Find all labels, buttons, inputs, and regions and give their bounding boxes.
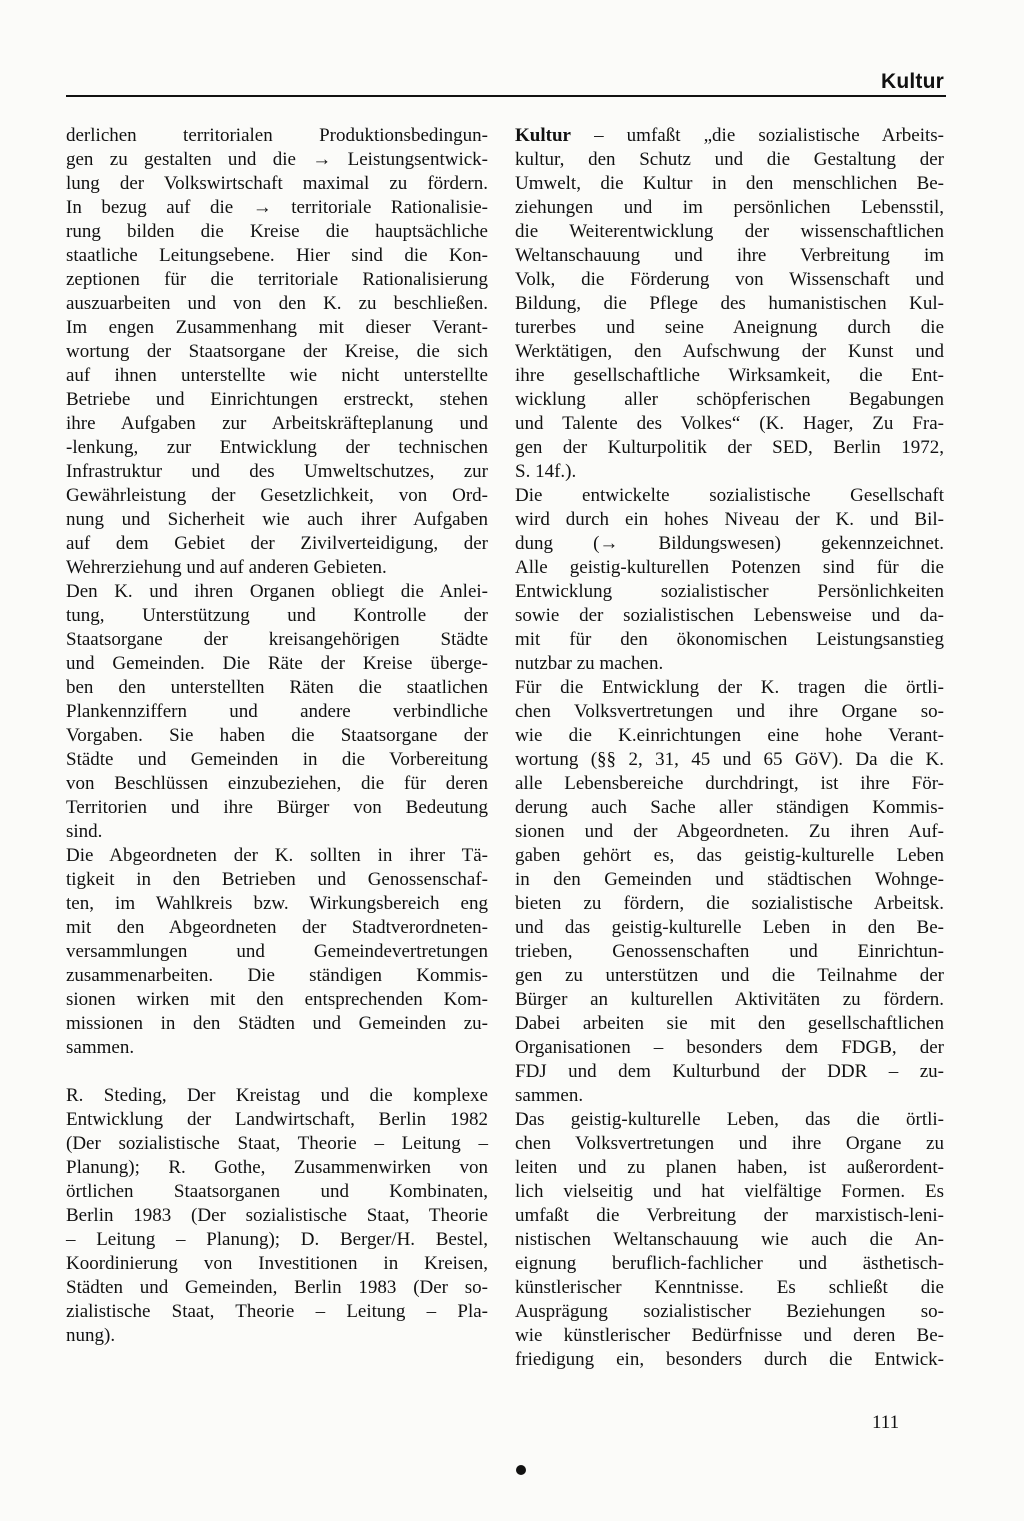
text-line: künstlerischer Kenntnisse. Es schließt die — [515, 1277, 944, 1298]
text-line: rung bilden die Kreise die hauptsächliche — [66, 221, 488, 242]
text-line: ziehungen und im persönlichen Lebensstil, — [515, 197, 944, 218]
text-line: mit für den ökonomischen Leistungsanstieg — [515, 629, 944, 650]
text-line: Entwicklung sozialistischer Persönlichkeiten — [515, 581, 944, 602]
text-line: versammlungen und Gemeindevertretungen — [66, 941, 488, 962]
text-line: die Weiterentwicklung der wissenschaftlichen — [515, 221, 944, 242]
right-body-text — [515, 148, 944, 1372]
left-body-text — [66, 124, 488, 1060]
text-line: sammen. — [66, 1037, 135, 1058]
text-line: Staatsorgane der kreisangehörigen Städte — [66, 629, 488, 650]
text-line: wortung (§§ 2, 31, 45 und 65 GöV). Da die K. — [515, 749, 944, 770]
text-line: lich vielseitig und hat vielfältige Formen. Es — [515, 1181, 944, 1202]
text-line: ten, im Wahlkreis bzw. Wirkungsbereich eng — [66, 893, 488, 914]
paragraph-gap — [66, 1060, 488, 1084]
left-column — [66, 124, 488, 1348]
text-line: zeptionen für die territoriale Rationalisierung — [66, 269, 488, 290]
text-line: Vorgaben. Sie haben die Staatsorgane der — [66, 725, 488, 746]
page-number: 111 — [872, 1412, 900, 1433]
text-line: Für die Entwicklung der K. tragen die örtli- — [515, 677, 944, 698]
text-line: Entwicklung der Landwirtschaft, Berlin 1982 — [66, 1109, 488, 1130]
bullet-mark — [516, 1465, 526, 1475]
text-line: turerbes und seine Aneignung durch die — [515, 317, 944, 338]
text-line: In bezug auf die → territoriale Rationalisie- — [66, 197, 488, 218]
text-line: wortung der Staatsorgane der Kreise, die sich — [66, 341, 488, 362]
text-line: ihre Aufgaben zur Arbeitskräfteplanung und — [66, 413, 488, 434]
text-line: und Gemeinden. Die Räte der Kreise überge- — [66, 653, 488, 674]
text-line: Werktätigen, den Aufschwung der Kunst und — [515, 341, 944, 362]
text-line: Im engen Zusammenhang mit dieser Verant- — [66, 317, 488, 338]
entry-first-line-text: – umfaßt „die sozialistische Arbeits- — [570, 125, 944, 146]
text-line: nutzbar zu machen. — [515, 653, 664, 674]
text-line: wie die K.einrichtungen eine hohe Verant- — [515, 725, 944, 746]
text-line: chen Volksvertretungen und ihre Organe zu — [515, 1133, 944, 1154]
text-line: Dabei arbeiten sie mit den gesellschaftlichen — [515, 1013, 944, 1034]
text-line: kultur, den Schutz und die Gestaltung der — [515, 149, 944, 170]
text-line: Wehrerziehung und auf anderen Gebieten. — [66, 557, 387, 578]
text-line: Territorien und ihre Bürger von Bedeutung — [66, 797, 488, 818]
text-line: gaben gehört es, das geistig-kulturelle Leben — [515, 845, 944, 866]
text-line: Alle geistig-kulturellen Potenzen sind für die — [515, 557, 944, 578]
text-line: bieten zu fördern, die sozialistische Arbeitsk. — [515, 893, 944, 914]
text-line: chen Volksvertretungen und ihre Organe so- — [515, 701, 944, 722]
text-line: und das geistig-kulturelle Leben in den Be- — [515, 917, 944, 938]
text-line: örtlichen Staatsorganen und Kombinaten, — [66, 1181, 488, 1202]
text-line: wie künstlerischer Bedürfnisse und deren Be- — [515, 1325, 944, 1346]
text-line: Umwelt, die Kultur in den menschlichen Be- — [515, 173, 944, 194]
text-line: gen zu unterstützen und die Teilnahme der — [515, 965, 944, 986]
text-line: – Leitung – Planung); D. Berger/H. Bestel, — [66, 1229, 488, 1250]
text-line: ben den unterstellten Räten die staatlichen — [66, 677, 488, 698]
text-line: Volk, die Förderung von Wissenschaft und — [515, 269, 944, 290]
text-line: Betriebe und Einrichtungen erstreckt, stehen — [66, 389, 488, 410]
text-line: sind. — [66, 821, 103, 842]
text-line: Berlin 1983 (Der sozialistische Staat, Theorie — [66, 1205, 488, 1226]
text-line: und Talente des Volkes“ (K. Hager, Zu Fra- — [515, 413, 944, 434]
text-line: auf ihnen unterstellte wie nicht unterstellte — [66, 365, 488, 386]
text-line: nung). — [66, 1325, 116, 1346]
text-line: Gewährleistung der Gesetzlichkeit, von Ord- — [66, 485, 488, 506]
text-line: missionen in den Städten und Gemeinden zu- — [66, 1013, 488, 1034]
text-line: von Beschlüssen einzubeziehen, die für deren — [66, 773, 488, 794]
entry-lemma: Kultur — [515, 125, 571, 146]
text-line: sionen und der Abgeordneten. Zu ihren Auf- — [515, 821, 944, 842]
text-line: Koordinierung von Investitionen in Kreisen, — [66, 1253, 488, 1274]
text-line: Bürger an kulturellen Aktivitäten zu fördern. — [515, 989, 944, 1010]
text-line: Den K. und ihren Organen obliegt die Anlei- — [66, 581, 488, 602]
text-line: trieben, Genossenschaften und Einrichtun- — [515, 941, 944, 962]
text-line: dung (→ Bildungswesen) gekennzeichnet. — [515, 533, 944, 554]
text-line: wird durch ein hohes Niveau der K. und Bil- — [515, 509, 944, 530]
text-line: derung auch Sache aller ständigen Kommis- — [515, 797, 944, 818]
references-block — [66, 1084, 488, 1348]
text-line: FDJ und dem Kulturbund der DDR – zu- — [515, 1061, 944, 1082]
text-line: ihre gesellschaftliche Wirksamkeit, die Ent- — [515, 365, 944, 386]
text-line: nistischen Weltanschauung wie auch die An- — [515, 1229, 944, 1250]
text-line: sionen wirken mit den entsprechenden Kom- — [66, 989, 488, 1010]
text-line: zialistische Staat, Theorie – Leitung – Pla- — [66, 1301, 488, 1322]
text-line: nung und Sicherheit wie auch ihrer Aufgaben — [66, 509, 488, 530]
header-rule — [66, 95, 946, 97]
text-line: wicklung aller schöpferischen Begabungen — [515, 389, 944, 410]
entry-first-line — [515, 124, 944, 148]
text-line: gen zu gestalten und die → Leistungsentwick- — [66, 149, 488, 170]
text-line: eignung beruflich-fachlicher und ästhetisch- — [515, 1253, 944, 1274]
text-line: Organisationen – besonders dem FDGB, der — [515, 1037, 944, 1058]
text-line: tung, Unterstützung und Kontrolle der — [66, 605, 488, 626]
text-line: leiten und zu planen haben, ist außerordent- — [515, 1157, 944, 1178]
text-line: Plankennziffern und andere verbindliche — [66, 701, 488, 722]
text-line: S. 14f.). — [515, 461, 577, 482]
section-heading: Kultur — [880, 70, 944, 93]
text-line: R. Steding, Der Kreistag und die komplexe — [66, 1085, 488, 1106]
text-line: Städte und Gemeinden in die Vorbereitung — [66, 749, 488, 770]
text-line: derlichen territorialen Produktionsbedingun- — [66, 125, 488, 146]
text-line: mit den Abgeordneten der Stadtverordneten- — [66, 917, 488, 938]
text-line: alle Lebensbereiche durchdringt, ist ihre För- — [515, 773, 944, 794]
text-line: Planung); R. Gothe, Zusammenwirken von — [66, 1157, 488, 1178]
text-line: Das geistig-kulturelle Leben, das die örtli- — [515, 1109, 944, 1130]
text-line: auf dem Gebiet der Zivilverteidigung, der — [66, 533, 488, 554]
text-line: Die entwickelte sozialistische Gesellschaft — [515, 485, 944, 506]
text-line: Die Abgeordneten der K. sollten in ihrer Tä- — [66, 845, 488, 866]
text-line: tigkeit in den Betrieben und Genossenschaf- — [66, 869, 488, 890]
text-line: Ausprägung sozialistischer Beziehungen so- — [515, 1301, 944, 1322]
text-line: gen der Kulturpolitik der SED, Berlin 1972, — [515, 437, 944, 458]
text-line: sowie der sozialistischen Lebensweise und da- — [515, 605, 944, 626]
text-line: Bildung, die Pflege des humanistischen Kul- — [515, 293, 944, 314]
right-column — [515, 124, 944, 1372]
text-line: friedigung ein, besonders durch die Entwick- — [515, 1349, 944, 1370]
text-line: sammen. — [515, 1085, 584, 1106]
text-line: (Der sozialistische Staat, Theorie – Leitung – — [66, 1133, 488, 1154]
text-line: lung der Volkswirtschaft maximal zu fördern. — [66, 173, 488, 194]
text-line: umfaßt die Verbreitung der marxistisch-leni- — [515, 1205, 944, 1226]
text-line: zusammenarbeiten. Die ständigen Kommis- — [66, 965, 488, 986]
text-line: in den Gemeinden und städtischen Wohnge- — [515, 869, 944, 890]
text-line: Infrastruktur und des Umweltschutzes, zur — [66, 461, 488, 482]
text-line: -lenkung, zur Entwicklung der technischen — [66, 437, 488, 458]
text-line: Weltanschauung und ihre Verbreitung im — [515, 245, 944, 266]
text-line: auszuarbeiten und von den K. zu beschließen. — [66, 293, 488, 314]
text-line: staatliche Leitungsebene. Hier sind die Kon- — [66, 245, 488, 266]
text-line: Städten und Gemeinden, Berlin 1983 (Der so- — [66, 1277, 488, 1298]
